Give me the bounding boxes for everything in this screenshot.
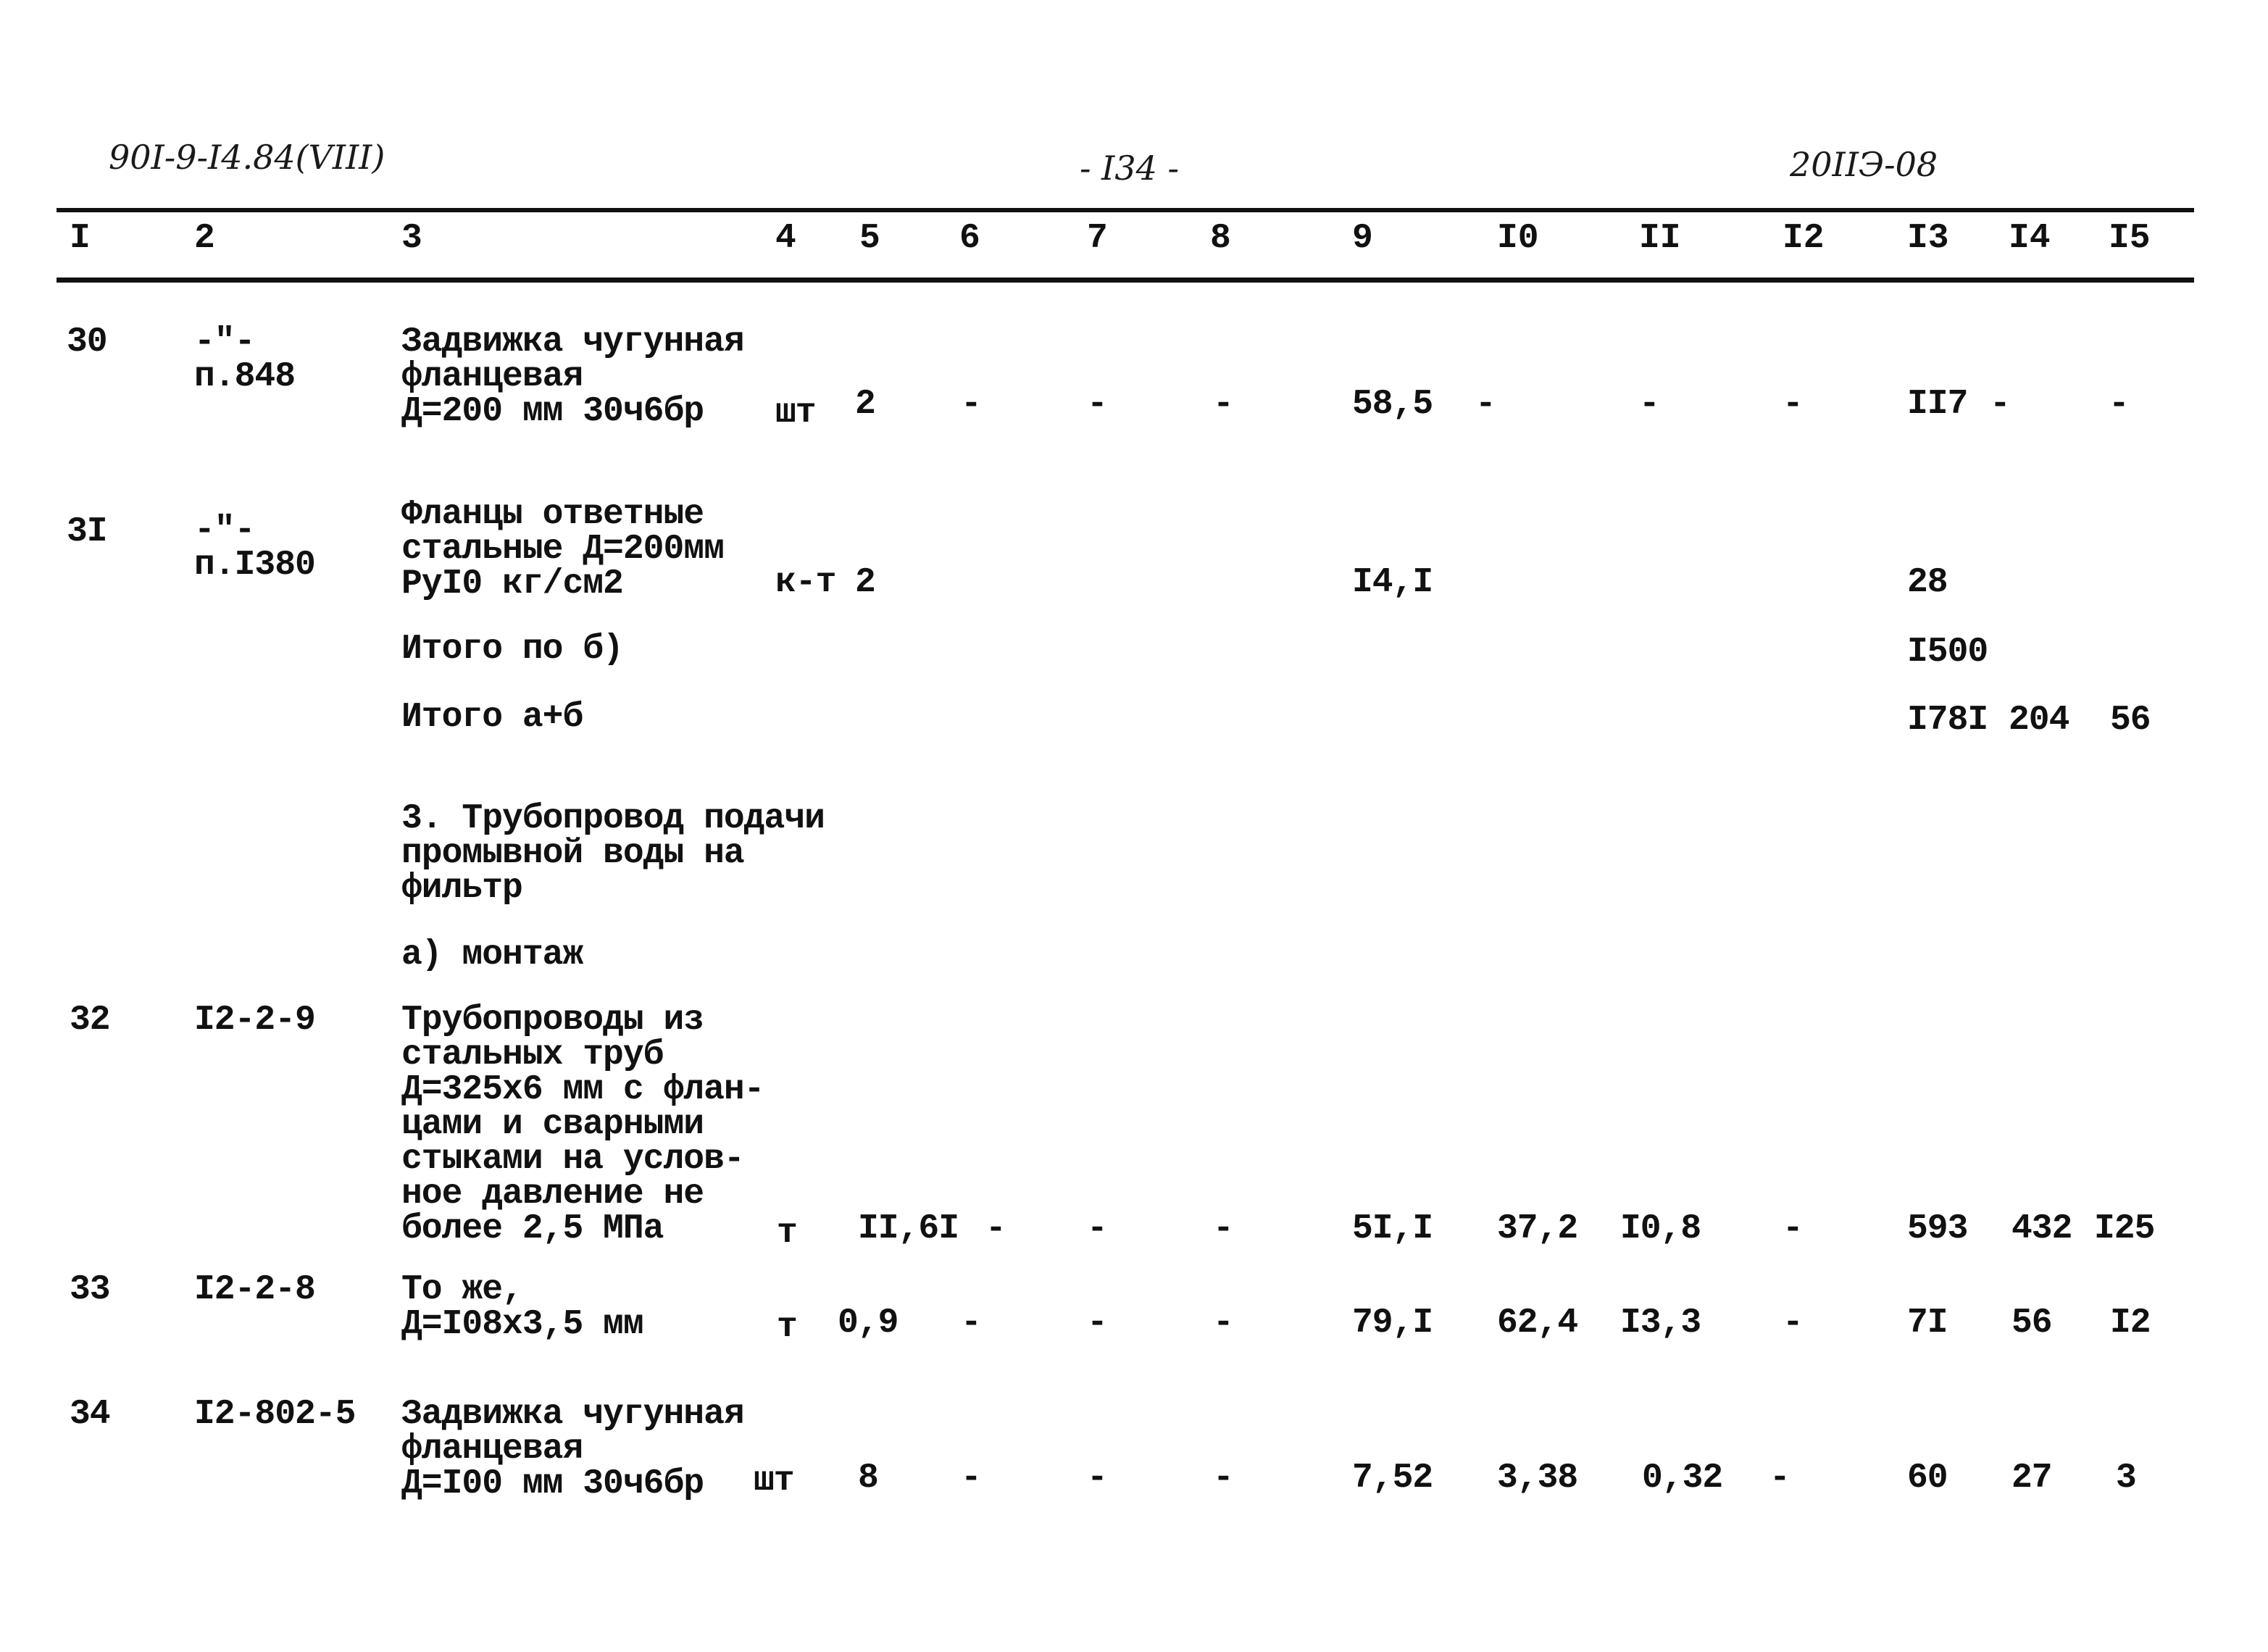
section-title: 3. Трубопровод подачи промывной воды на фильтр	[401, 799, 825, 908]
col-9: 9	[1352, 219, 1373, 258]
row-unit: т	[777, 1214, 797, 1253]
row-col12: -	[1783, 385, 1803, 424]
col-12: I2	[1783, 219, 1825, 258]
row-number: 32	[70, 1001, 110, 1040]
row-col15: 3	[2116, 1459, 2136, 1498]
row-reference: I2-802-5	[194, 1395, 356, 1434]
col-6: 6	[959, 219, 980, 258]
col-13: I3	[1907, 219, 1949, 258]
row-col13: I78I	[1907, 701, 1988, 740]
row-description: Итого по б)	[401, 630, 623, 669]
sheet-code: 20IIЭ-08	[1790, 145, 1938, 184]
row-col11: I3,3	[1620, 1303, 1701, 1343]
row-col9: 58,5	[1352, 385, 1433, 424]
row-description: Задвижка чугунная фланцевая Д=I00 мм 30ч6бр	[401, 1395, 744, 1503]
row-number: 33	[70, 1270, 110, 1309]
row-description: Итого а+б	[401, 698, 583, 737]
row-col13: 593	[1907, 1209, 1968, 1248]
row-col5: 2	[855, 563, 875, 602]
row-col13: 7I	[1907, 1303, 1948, 1343]
col-1: I	[70, 219, 91, 258]
row-col6: -	[961, 385, 981, 424]
col-14: I4	[2009, 219, 2051, 258]
row-col14: 204	[2009, 701, 2069, 740]
row-col5: 8	[858, 1459, 878, 1498]
row-col12: -	[1769, 1459, 1790, 1498]
row-col15: -	[2109, 385, 2129, 424]
col-4: 4	[775, 219, 796, 258]
row-description: Фланцы ответные стальные Д=200мм РуI0 кг/см2	[401, 495, 724, 604]
row-col8: -	[1213, 1303, 1233, 1343]
row-col11: I0,8	[1620, 1209, 1701, 1248]
row-col11: 0,32	[1642, 1459, 1723, 1498]
row-col5: II,6I	[858, 1209, 959, 1248]
row-number: 34	[70, 1395, 110, 1434]
row-col12: -	[1783, 1209, 1803, 1248]
row-col13: 28	[1907, 563, 1948, 602]
row-col9: 7,52	[1352, 1459, 1433, 1498]
row-unit: шт	[775, 393, 816, 433]
page-number: - I34 -	[1080, 149, 1180, 188]
row-col7: -	[1087, 1303, 1107, 1343]
row-unit: т	[777, 1308, 797, 1347]
row-col6: -	[985, 1209, 1006, 1248]
row-unit: шт	[754, 1461, 794, 1501]
header-rule	[57, 278, 2194, 283]
row-col13: II7	[1907, 385, 1968, 424]
row-col10: 3,38	[1497, 1459, 1578, 1498]
row-col6: -	[961, 1459, 981, 1498]
row-col8: -	[1213, 1459, 1233, 1498]
col-7: 7	[1087, 219, 1108, 258]
row-reference: -"- п.I380	[194, 511, 315, 585]
row-col9: 5I,I	[1352, 1209, 1433, 1248]
row-col9: 79,I	[1352, 1303, 1433, 1343]
subsection-title: а) монтаж	[401, 935, 583, 975]
row-col14: 27	[2011, 1459, 2052, 1498]
row-col10: 62,4	[1497, 1303, 1578, 1343]
row-col6: -	[961, 1303, 981, 1343]
row-col8: -	[1213, 385, 1233, 424]
row-col7: -	[1087, 1209, 1107, 1248]
row-col7: -	[1087, 1459, 1107, 1498]
row-col14: -	[1990, 385, 2010, 424]
row-col15: 56	[2110, 701, 2151, 740]
col-15: I5	[2109, 219, 2151, 258]
row-description: То же, Д=I08х3,5 мм	[401, 1270, 643, 1344]
row-col5: 2	[855, 385, 875, 424]
col-3: 3	[401, 219, 422, 258]
row-col13: I500	[1907, 633, 1988, 672]
row-reference: I2-2-9	[194, 1001, 315, 1040]
row-reference: -"- п.848	[194, 322, 296, 396]
row-col7: -	[1087, 385, 1107, 424]
row-col9: I4,I	[1352, 563, 1433, 602]
row-description: Задвижка чугунная фланцевая Д=200 мм 30ч6бр	[401, 322, 744, 431]
row-col5: 0,9	[838, 1303, 899, 1343]
row-col14: 432	[2011, 1209, 2072, 1248]
row-col13: 60	[1907, 1459, 1948, 1498]
row-reference: I2-2-8	[194, 1270, 315, 1309]
col-11: II	[1639, 219, 1681, 258]
row-col8: -	[1213, 1209, 1233, 1248]
row-number: 30	[67, 322, 107, 362]
row-col10: 37,2	[1497, 1209, 1578, 1248]
col-8: 8	[1210, 219, 1231, 258]
row-col14: 56	[2011, 1303, 2052, 1343]
row-col11: -	[1639, 385, 1659, 424]
row-col12: -	[1783, 1303, 1803, 1343]
row-col10: -	[1475, 385, 1496, 424]
col-5: 5	[859, 219, 880, 258]
row-unit: к-т	[775, 563, 836, 602]
doc-code: 90I-9-I4.84(VIII)	[109, 138, 385, 177]
row-col15: I25	[2094, 1209, 2155, 1248]
top-rule	[57, 208, 2194, 212]
row-col15: I2	[2110, 1303, 2151, 1343]
col-2: 2	[194, 219, 215, 258]
row-number: 3I	[67, 512, 107, 551]
row-description: Трубопроводы из стальных труб Д=325х6 мм с флан- цами и сварными стыками на услов- ное давление не более 2,5 МПа	[401, 1001, 764, 1248]
col-10: I0	[1497, 219, 1539, 258]
